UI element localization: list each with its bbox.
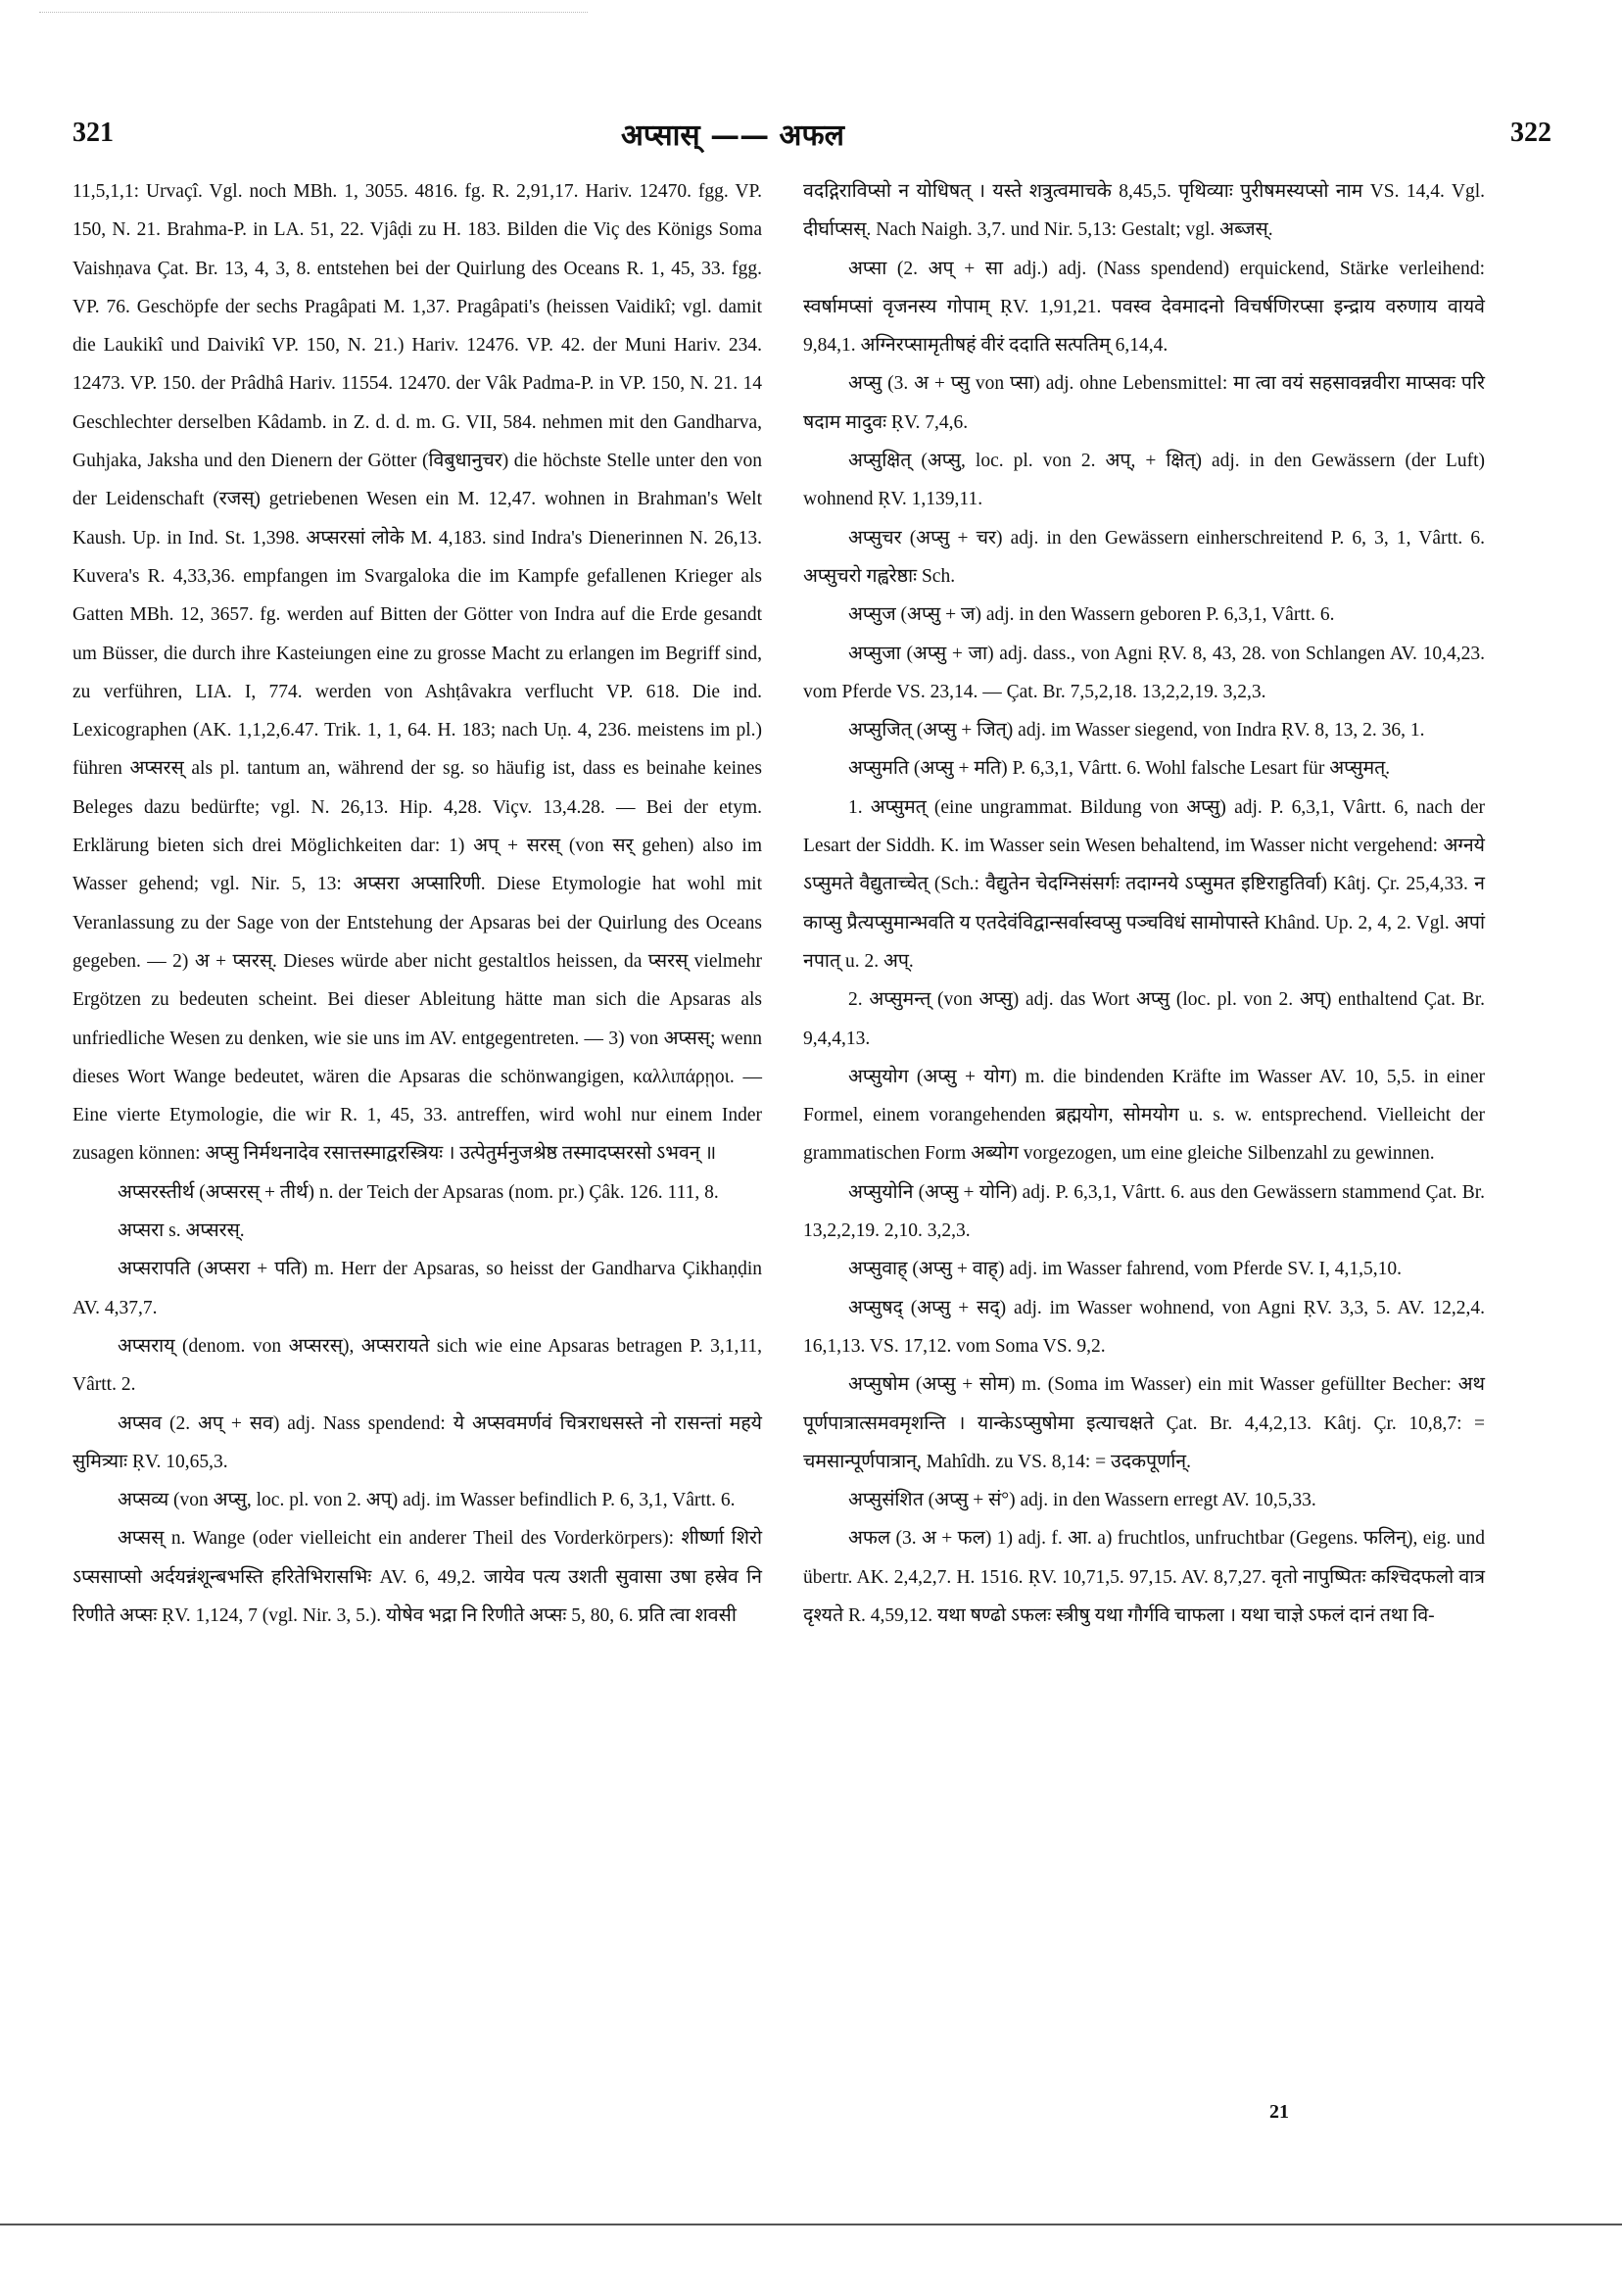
entry-apsas: अप्सस् n. Wange (oder vielleicht ein anderer Theil des Vorderkörpers): शीर्ष्णा शिरो ऽप्ससाप्सो अर्दयन्नंशून्बभस्ति हरितेभिरासभिः AV. 6, 49,2. जायेव पत्य उशती सुवासा उषा हस्रेव नि रिणीते अप्सः ṚV. 1,124, 7 (vgl. Nir. 3, 5.). योषेव भद्रा नि रिणीते अप्सः 5, 80, 6. प्रति त्वा शवसी bbox=[72, 1528, 762, 1626]
entry-apsa: अप्सा (2. अप् + सा adj.) adj. (Nass spendend) erquickend, Stärke verleihend: स्वर्षामप्सां वृजनस्य गोपाम् ṚV. 1,91,21. पवस्व देवमादनो विचर्षणिरप्सा इन्द्राय वरुणाय वायवे 9,84,1. अग्निरप्सामृतीषहं वीरं ददाति सत्पतिम् 6,14,4. bbox=[803, 258, 1485, 357]
entry-apsavya: अप्सव्य (von अप्सु, loc. pl. von 2. अप्) adj. im Wasser befindlich P. 6, 3,1, Vârtt. 6. bbox=[118, 1490, 736, 1511]
entry-apsuja-long: अप्सुजा (अप्सु + जा) adj. dass., von Agni ṚV. 8, 43, 28. von Schlangen AV. 10,4,23. vom Pferde VS. 23,14. — Çat. Br. 7,5,2,18. 13,2,2,19. 3,2,3. bbox=[803, 643, 1485, 702]
entry-apsarapati: अप्सरापति (अप्सरा + पति) m. Herr der Apsaras, so heisst der Gandharva Çikhaṇḍin AV. 4,37,7. bbox=[72, 1259, 762, 1318]
entry-apsujit: अप्सुजित् (अप्सु + जित्) adj. im Wasser siegend, von Indra ṚV. 8, 13, 2. 36, 1. bbox=[848, 720, 1425, 741]
right-column bbox=[803, 172, 1485, 1635]
entry-aphala: अफल (3. अ + फल) 1) adj. f. आ. a) fruchtlos, unfruchtbar (Gegens. फलिन्), eig. und übertr. AK. 2,4,2,7. H. 1516. ṚV. 10,71,5. 97,15. AV. 8,7,27. वृतो नापुष्पितः कश्चिदफलो वात्र दृश्यते R. 4,59,12. यथा षण्ढो ऽफलः स्त्रीषु यथा गौर्गवि चाफला । यथा चाज्ञे ऽफलं दानं तथा वि- bbox=[803, 1528, 1485, 1626]
entry-apsuvah: अप्सुवाह् (अप्सु + वाह्) adj. im Wasser fahrend, vom Pferde SV. I, 4,1,5,10. bbox=[848, 1259, 1403, 1280]
scan-noise bbox=[39, 12, 588, 19]
entry-apsumant-2: 2. अप्सुमन्त् (von अप्सु) adj. das Wort अप्सु (loc. pl. von 2. अप्) enthaltend Çat. Br. 9,4,4,13. bbox=[803, 989, 1485, 1049]
entry-apsuja: अप्सुज (अप्सु + ज) adj. in den Wassern geboren P. 6,3,1, Vârtt. 6. bbox=[848, 604, 1335, 626]
left-column bbox=[72, 172, 762, 1635]
entry-apsas-continued: वदद्गिराविप्सो न योधिषत् । यस्ते शत्रुत्वमाचके 8,45,5. पृथिव्याः पुरीषमस्यप्सो नाम VS. 14,4. Vgl. दीर्घाप्सस्. Nach Naigh. 3,7. und Nir. 5,13: Gestalt; vgl. अब्जस्. bbox=[803, 181, 1485, 241]
entry-apsukshit: अप्सुक्षित् (अप्सु, loc. pl. von 2. अप्, + क्षित्) adj. in den Gewässern (der Luft) wohnend ṚV. 1,139,11. bbox=[803, 451, 1485, 510]
entry-apsu: अप्सु (3. अ + प्सु von प्सा) adj. ohne Lebensmittel: मा त्वा वयं सहसावन्नवीरा माप्सवः परि षदाम मादुवः ṚV. 7,4,6. bbox=[803, 373, 1485, 433]
entry-apsarastirtha: अप्सरस्तीर्थ (अप्सरस् + तीर्थ) n. der Teich der Apsaras (nom. pr.) Çâk. 126. 111, 8. bbox=[118, 1181, 719, 1203]
entry-apsava: अप्सव (2. अप् + सव) adj. Nass spendend: ये अप्सवमर्णवं चित्रराधसस्ते नो रासन्तां महये सुमित्र्याः ṚV. 10,65,3. bbox=[72, 1412, 762, 1472]
entry-apsuyoni: अप्सुयोनि (अप्सु + योनि) adj. P. 6,3,1, Vârtt. 6. aus den Gewässern stammend Çat. Br. 13,2,2,19. 2,10. 3,2,3. bbox=[803, 1181, 1485, 1242]
entry-apsumati: अप्सुमति (अप्सु + मति) P. 6,3,1, Vârtt. 6. Wohl falsche Lesart für अप्सुमत्. bbox=[848, 758, 1391, 780]
page-number-left: 321 bbox=[72, 118, 114, 148]
entry-apsara: अप्सरा s. अप्सरस्. bbox=[118, 1220, 245, 1242]
entry-apsaray: अप्सराय् (denom. von अप्सरस्), अप्सरायते sich wie eine Apsaras betragen P. 3,1,11, Vârtt. 2. bbox=[72, 1335, 762, 1396]
entry-apsushad: अप्सुषद् (अप्सु + सद्) adj. im Wasser wohnend, von Agni ṚV. 3,3, 5. AV. 12,2,4. 16,1,13. VS. 17,12. vom Soma VS. 9,2. bbox=[803, 1297, 1485, 1357]
entry-apsucara: अप्सुचर (अप्सु + चर) adj. in den Gewässern einherschreitend P. 6, 3, 1, Vârtt. 6. अप्सुचरो गह्वरेष्ठाः Sch. bbox=[803, 527, 1485, 587]
entry-apsusamshita: अप्सुसंशित (अप्सु + सं°) adj. in den Wassern erregt AV. 10,5,33. bbox=[848, 1490, 1316, 1511]
entry-apsuyoga: अप्सुयोग (अप्सु + योग) m. die bindenden Kräfte im Wasser AV. 10, 5,5. in einer Formel, einem vorangehenden ब्रह्मयोग, सोमयोग u. s. w. entsprechend. Vielleicht der grammatischen Form अब्योग vorgezogen, um eine gleiche Silbenzahl zu gewinnen. bbox=[803, 1066, 1485, 1165]
entry-apsushoma: अप्सुषोम (अप्सु + सोम) m. (Soma im Wasser) ein mit Wasser gefüllter Becher: अथ पूर्णपात्रात्समवमृशन्ति । यान्केऽप्सुषोमा इत्याचक्षते Çat. Br. 4,4,2,13. Kâtj. Çr. 10,8,7: = चमसान्पूर्णपात्रान्, Mahîdh. zu VS. 8,14: = उदकपूर्णान्. bbox=[803, 1374, 1485, 1472]
entry-apsaras-continued: 11,5,1,1: Urvaçî. Vgl. noch MBh. 1, 3055. 4816. fg. R. 2,91,17. Hariv. 12470. fgg. VP. 150, N. 21. Brahma-P. in LA. 51, 22. Vjâḍi zu H. 183. Bilden die Viç des Königs Soma Vaishṇava Çat. Br. 13, 4, 3, 8. entstehen bei der Quirlung des Oceans R. 1, 45, 33. fgg. VP. 76. Geschöpfe der sechs Pragâpati M. 1,37. Pragâpati's (heissen Vaidikî; vgl. damit die Laukikî und Daivikî VP. 150, N. 21.) Hariv. 12476. VP. 42. der Muni Hariv. 234. 12473. VP. 150. der Prâdhâ Hariv. 11554. 12470. der Vâk Padma-P. in VP. 150, N. 21. 14 Geschlechter derselben Kâdamb. in Z. d. d. m. G. VII, 584. nehmen mit den Gandharva, Guhjaka, Jaksha und den Dienern der Götter (विबुधानुचर) die höchste Stelle unter den von der Leidenschaft (रजस्) getriebenen Wesen ein M. 12,47. wohnen in Brahman's Welt Kaush. Up. in Ind. St. 1,398. अप्सरसां लोके M. 4,183. sind Indra's Dienerinnen N. 26,13. Kuvera's R. 4,33,36. empfangen im Svargaloka die im Kampfe gefallenen Krieger als Gatten MBh. 12, 3657. fg. werden auf Bitten der Götter von Indra auf die Erde gesandt um Büsser, die durch ihre Kasteiungen eine zu grosse Macht zu erlangen im Begriff sind, zu verführen, LIA. I, 774. werden von Ashṭâvakra verflucht VP. 618. Die ind. Lexicographen (AK. 1,1,2,6.47. Trik. 1, 1, 64. H. 183; nach Uṇ. 4, 236. meistens im pl.) führen अप्सरस् als pl. tantum an, während der sg. so häufig ist, dass es beinahe keines Beleges dazu bedürfte; vgl. N. 26,13. Hip. 4,28. Viçv. 13,4.28. — Bei der etym. Erklärung bieten sich drei Möglichkeiten dar: 1) अप् + सरस् (von सर् gehen) also im Wasser gehend; vgl. Nir. 5, 13: अप्सरा अप्सारिणी. Diese Etymologie hat wohl mit Veranlassung zu der Sage von der Entstehung der Apsaras bei der Quirlung des Oceans gegeben. — 2) अ + प्सरस्. Dieses würde aber nicht gestaltlos heissen, da प्सरस् vielmehr Ergötzen zu bedeuten scheint. Bei dieser Ableitung hätte man sich die Apsaras als unfriedliche Wesen zu denken, wie sie uns im AV. entgegentreten. — 3) von अप्सस्; wenn dieses Wort Wange bedeutet, wären die Apsaras die schönwangigen, καλλιπάρῃοι. — Eine vierte Etymologie, die wir R. 1, 45, 33. antreffen, wird wohl nur einem Inder zusagen können: अप्सु निर्मथनादेव रसात्तस्माद्वरस्त्रियः । उत्पेतुर्मनुजश्रेष्ठ तस्मादप्सरसो ऽभवन् ॥ bbox=[72, 181, 762, 1165]
signature-mark: 21 bbox=[1269, 2101, 1289, 2123]
running-head: अप्सास् —— अफल bbox=[621, 119, 844, 153]
entry-apsumat-1: 1. अप्सुमत् (eine ungrammat. Bildung von अप्सु) adj. P. 6,3,1, Vârtt. 6, nach der Lesart der Siddh. K. im Wasser sein Wesen behaltend, im Wasser nicht vergehend: अग्नये ऽप्सुमते वैद्युताच्चेत् (Sch.: वैद्युतेन चेदग्निसंसर्गः तदाग्नये ऽप्सुमत इष्टिराहुतिर्वा) Kâtj. Çr. 25,4,33. न काप्सु प्रैत्यप्सुमान्भवति य एतदेवंविद्वान्सर्वास्वप्सु पञ्चविधं सामोपास्ते Khând. Up. 2, 4, 2. Vgl. अपां नपात् u. 2. अप्. bbox=[803, 796, 1485, 972]
bottom-rule bbox=[0, 2224, 1622, 2225]
page-header bbox=[72, 114, 1551, 157]
page-number-right: 322 bbox=[1510, 118, 1551, 148]
